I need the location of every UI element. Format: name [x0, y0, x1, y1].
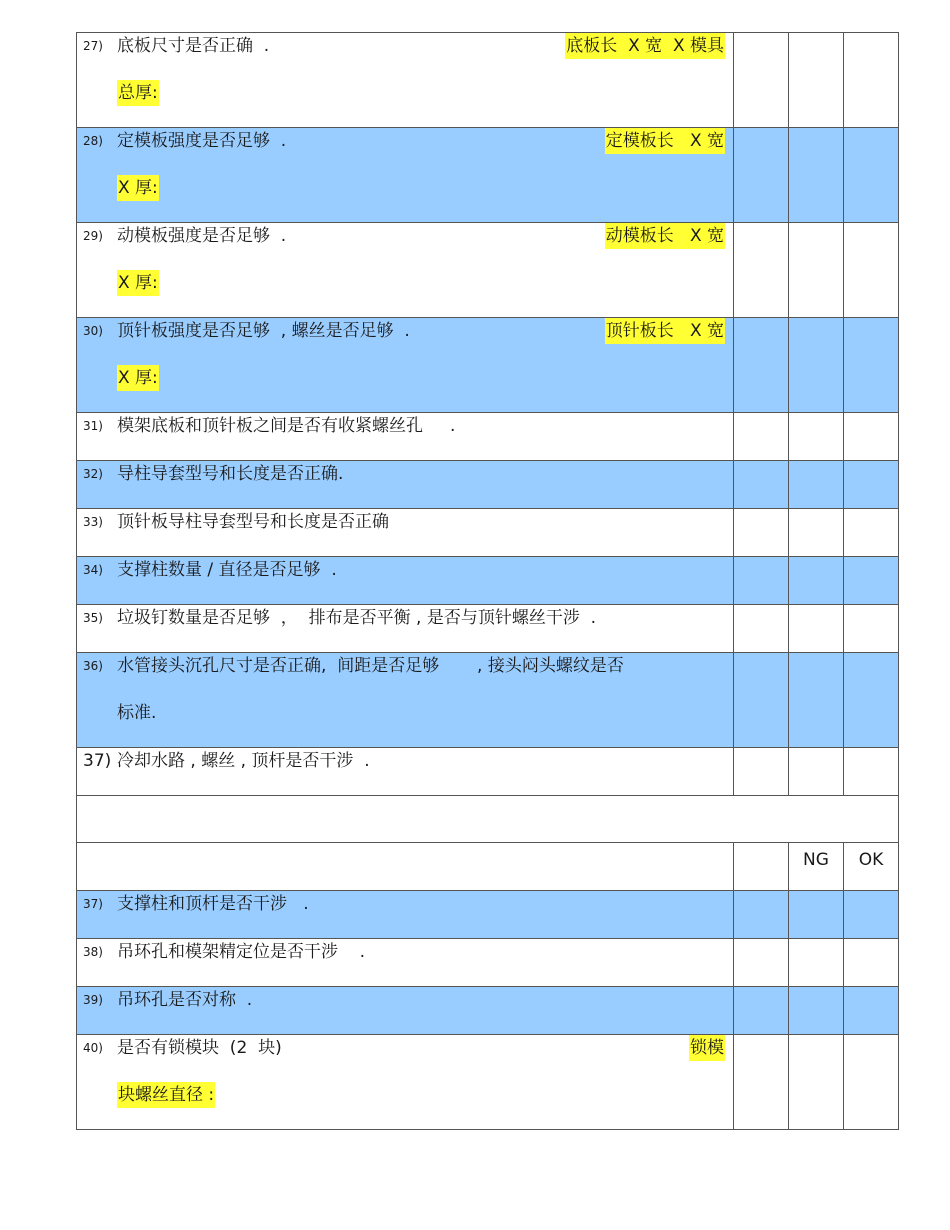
- check-cell-ok[interactable]: [844, 461, 899, 509]
- item-text: 顶针板导柱导套型号和长度是否正确: [117, 512, 389, 532]
- item-text: 冷却水路 , 螺丝 , 顶杆是否干涉 .: [117, 751, 370, 771]
- check-cell-ok[interactable]: [844, 33, 899, 128]
- highlight-field: X 厚:: [117, 365, 159, 391]
- check-cell-ok[interactable]: [844, 748, 899, 796]
- check-cell[interactable]: [734, 509, 789, 557]
- checklist-row: [77, 748, 899, 796]
- item-number: 37): [83, 751, 112, 771]
- highlight-field: 底板长 X 宽 X 模具: [565, 33, 725, 59]
- check-cell[interactable]: [734, 33, 789, 128]
- item-text: 定模板强度是否足够 .: [117, 131, 287, 151]
- check-cell[interactable]: [734, 748, 789, 796]
- item-text-continued: 标准.: [117, 703, 157, 723]
- highlight-field: X 厚:: [117, 175, 159, 201]
- check-cell-ng[interactable]: [789, 1035, 844, 1130]
- checklist-row: [77, 413, 899, 461]
- checklist-row: [77, 987, 899, 1035]
- check-cell[interactable]: [734, 461, 789, 509]
- check-cell-ok[interactable]: [844, 509, 899, 557]
- item-description: [77, 318, 734, 413]
- item-description: [77, 509, 734, 557]
- item-number: 37): [83, 897, 103, 911]
- column-header-row: [77, 843, 899, 891]
- checklist-row: [77, 461, 899, 509]
- item-description: [77, 128, 734, 223]
- highlight-field: 块螺丝直径 :: [117, 1082, 215, 1108]
- item-number: 28): [83, 134, 103, 148]
- item-number: 34): [83, 563, 103, 577]
- item-number: 27): [83, 39, 103, 53]
- item-description: [77, 748, 734, 796]
- item-description: [77, 223, 734, 318]
- check-cell-ng[interactable]: [789, 987, 844, 1035]
- check-cell-ng[interactable]: [789, 318, 844, 413]
- check-cell-ok[interactable]: [844, 557, 899, 605]
- inspection-checklist-table: [76, 32, 899, 1130]
- highlight-field: 总厚:: [117, 80, 159, 106]
- item-description: [77, 605, 734, 653]
- check-cell-ng[interactable]: [789, 557, 844, 605]
- check-cell-ng[interactable]: [789, 748, 844, 796]
- check-cell-ng[interactable]: [789, 413, 844, 461]
- check-cell-ng[interactable]: [789, 223, 844, 318]
- item-text: 吊环孔和模架精定位是否干涉 .: [117, 942, 366, 962]
- item-description: [77, 939, 734, 987]
- checklist-row: [77, 509, 899, 557]
- header-blank-col: [734, 843, 789, 891]
- item-description: [77, 987, 734, 1035]
- header-ok: OK: [844, 843, 899, 891]
- item-description: [77, 33, 734, 128]
- checklist-row: [77, 1035, 899, 1130]
- check-cell[interactable]: [734, 1035, 789, 1130]
- check-cell-ng[interactable]: [789, 33, 844, 128]
- checklist-row: [77, 653, 899, 748]
- check-cell[interactable]: [734, 413, 789, 461]
- check-cell-ng[interactable]: [789, 891, 844, 939]
- check-cell-ok[interactable]: [844, 653, 899, 748]
- item-description: [77, 891, 734, 939]
- item-text: 模架底板和顶针板之间是否有收紧螺丝孔 .: [117, 416, 456, 436]
- check-cell[interactable]: [734, 318, 789, 413]
- item-text: 吊环孔是否对称 .: [117, 990, 253, 1010]
- highlight-field: X 厚:: [117, 270, 159, 296]
- header-ng: NG: [789, 843, 844, 891]
- item-text: 水管接头沉孔尺寸是否正确, 间距是否足够 , 接头闷头螺纹是否: [117, 656, 624, 676]
- checklist-row: [77, 128, 899, 223]
- check-cell-ok[interactable]: [844, 939, 899, 987]
- item-text: 支撑柱和顶杆是否干涉 .: [117, 894, 309, 914]
- item-text: 动模板强度是否足够 .: [117, 226, 287, 246]
- check-cell-ng[interactable]: [789, 605, 844, 653]
- check-cell-ok[interactable]: [844, 1035, 899, 1130]
- item-description: [77, 1035, 734, 1130]
- check-cell[interactable]: [734, 653, 789, 748]
- spacer-cell: [77, 796, 899, 843]
- check-cell[interactable]: [734, 557, 789, 605]
- highlight-field: 定模板长 X 宽: [605, 128, 725, 154]
- highlight-field: 锁模: [689, 1035, 725, 1061]
- checklist-row: [77, 605, 899, 653]
- check-cell-ok[interactable]: [844, 605, 899, 653]
- check-cell-ok[interactable]: [844, 987, 899, 1035]
- check-cell-ng[interactable]: [789, 461, 844, 509]
- item-text: 是否有锁模块 (2 块): [117, 1038, 282, 1058]
- header-blank: [77, 843, 734, 891]
- check-cell-ng[interactable]: [789, 509, 844, 557]
- item-number: 35): [83, 611, 103, 625]
- item-text: 顶针板强度是否足够 , 螺丝是否足够 .: [117, 321, 410, 341]
- item-number: 39): [83, 993, 103, 1007]
- check-cell[interactable]: [734, 605, 789, 653]
- spacer-row: [77, 796, 899, 843]
- item-number: 38): [83, 945, 103, 959]
- checklist-row: [77, 223, 899, 318]
- checklist-row: [77, 33, 899, 128]
- highlight-field: 动模板长 X 宽: [605, 223, 725, 249]
- check-cell[interactable]: [734, 987, 789, 1035]
- item-number: 32): [83, 467, 103, 481]
- check-cell[interactable]: [734, 939, 789, 987]
- item-text: 底板尺寸是否正确 .: [117, 36, 270, 56]
- item-number: 40): [83, 1041, 103, 1055]
- item-number: 36): [83, 659, 103, 673]
- item-text: 导柱导套型号和长度是否正确.: [117, 464, 344, 484]
- item-number: 29): [83, 229, 103, 243]
- check-cell-ok[interactable]: [844, 223, 899, 318]
- item-text: 垃圾钉数量是否足够 ， 排布是否平衡 , 是否与顶针螺丝干涉 .: [117, 608, 597, 628]
- check-cell-ng[interactable]: [789, 128, 844, 223]
- item-description: [77, 413, 734, 461]
- check-cell[interactable]: [734, 223, 789, 318]
- checklist-row: [77, 939, 899, 987]
- item-description: [77, 461, 734, 509]
- checklist-row: [77, 557, 899, 605]
- check-cell-ok[interactable]: [844, 318, 899, 413]
- check-cell[interactable]: [734, 128, 789, 223]
- check-cell-ok[interactable]: [844, 891, 899, 939]
- checklist-row: [77, 318, 899, 413]
- item-description: [77, 653, 734, 748]
- checklist-row: [77, 891, 899, 939]
- item-number: 33): [83, 515, 103, 529]
- item-number: 30): [83, 324, 103, 338]
- check-cell-ok[interactable]: [844, 128, 899, 223]
- item-description: [77, 557, 734, 605]
- item-text: 支撑柱数量 / 直径是否足够 .: [117, 560, 337, 580]
- highlight-field: 顶针板长 X 宽: [605, 318, 725, 344]
- check-cell-ok[interactable]: [844, 413, 899, 461]
- check-cell-ng[interactable]: [789, 653, 844, 748]
- item-number: 31): [83, 419, 103, 433]
- check-cell-ng[interactable]: [789, 939, 844, 987]
- check-cell[interactable]: [734, 891, 789, 939]
